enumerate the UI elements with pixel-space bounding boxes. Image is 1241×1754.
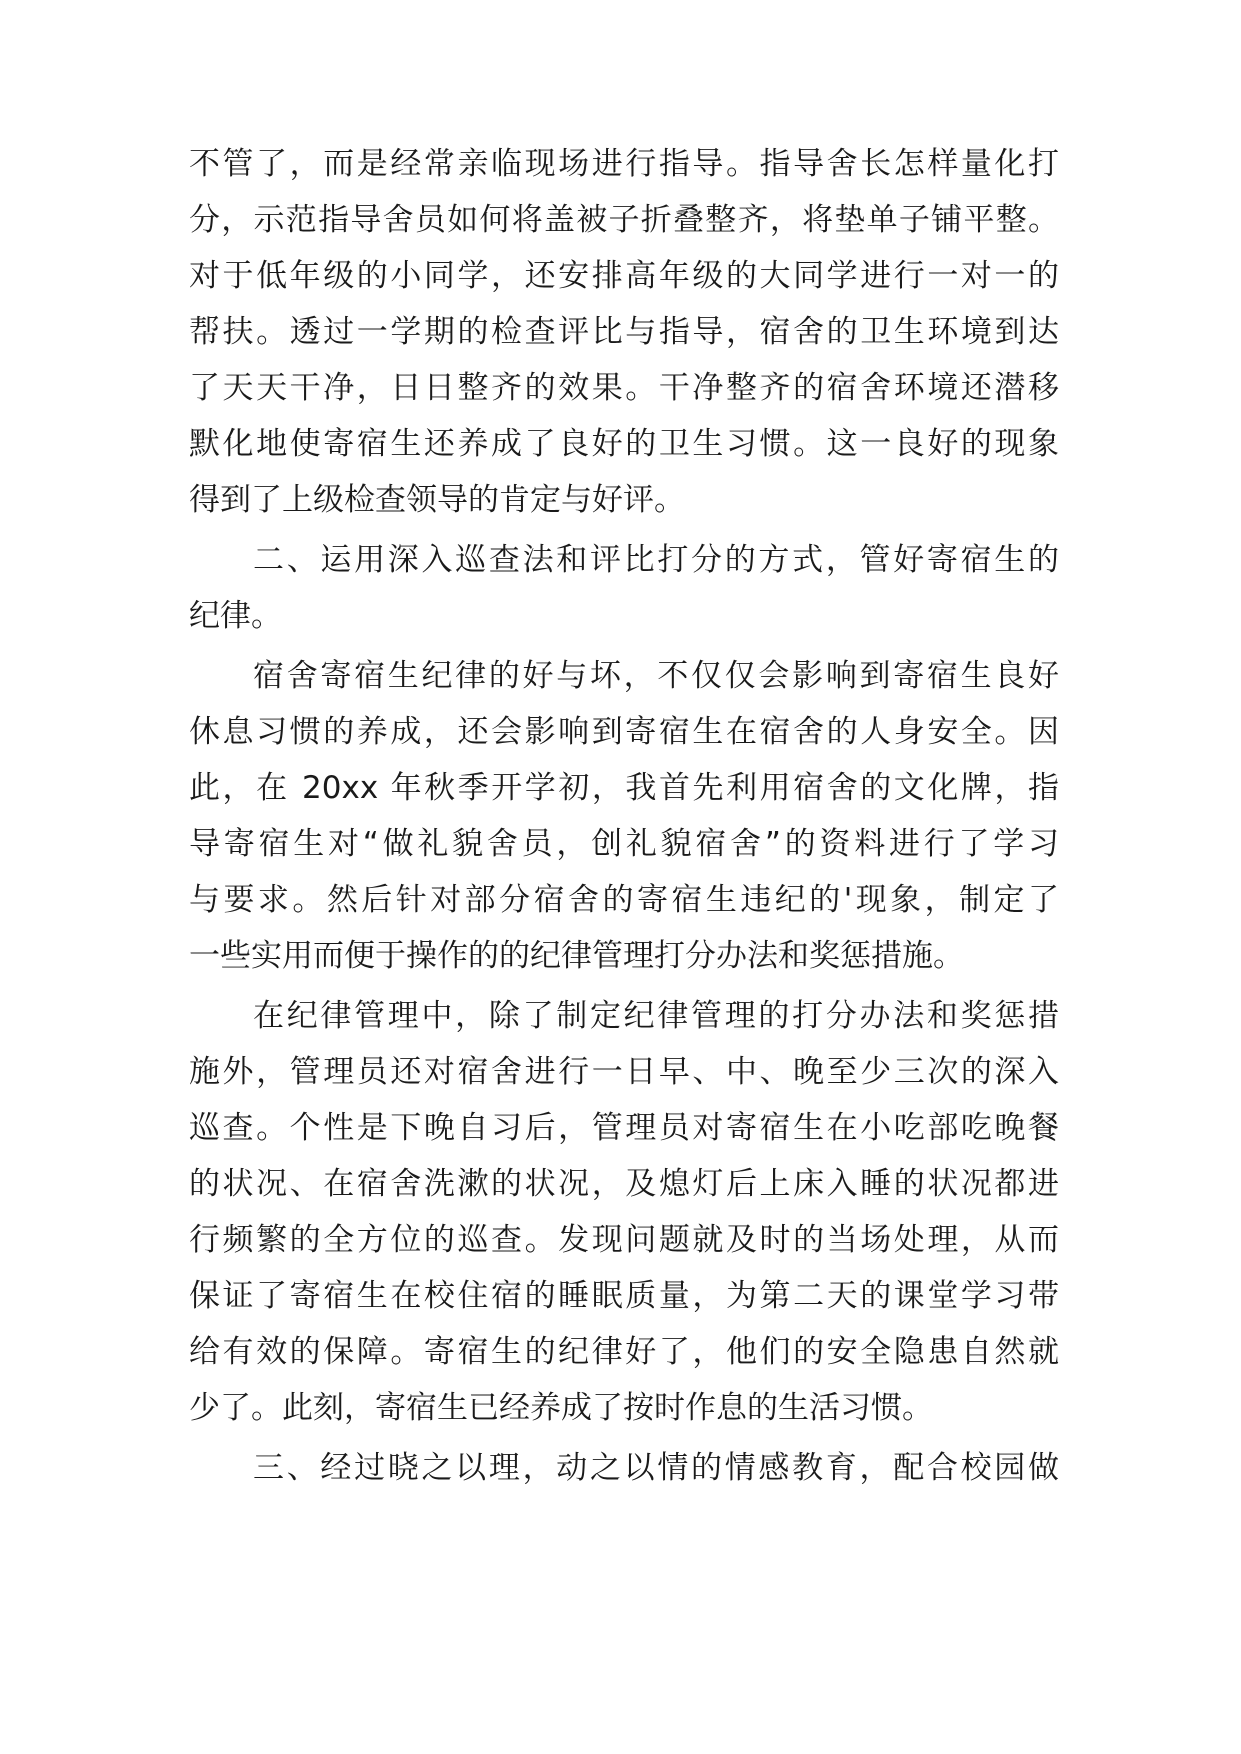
text-line: 巡查。个性是下晚自习后，管理员对寄宿生在小吃部吃晚餐	[189, 1110, 1059, 1146]
text-line: 的状况、在宿舍洗漱的状况，及熄灯后上床入睡的状况都进	[189, 1166, 1059, 1202]
text-line: 了天天干净，日日整齐的效果。干净整齐的宿舍环境还潜移	[189, 370, 1059, 406]
text-line: 帮扶。透过一学期的检查评比与指导，宿舍的卫生环境到达	[189, 314, 1059, 350]
section-heading-line: 纪律。	[189, 598, 282, 634]
text-line: 宿舍寄宿生纪律的好与坏，不仅仅会影响到寄宿生良好	[253, 658, 1059, 694]
text-line: 一些实用而便于操作的的纪律管理打分办法和奖惩措施。	[189, 938, 964, 974]
text-line: 休息习惯的养成，还会影响到寄宿生在宿舍的人身安全。因	[189, 714, 1059, 750]
text-line: 与要求。然后针对部分宿舍的寄宿生违纪的'现象，制定了	[189, 882, 1059, 918]
text-line: 保证了寄宿生在校住宿的睡眠质量，为第二天的课堂学习带	[189, 1278, 1059, 1314]
text-line: 不管了，而是经常亲临现场进行指导。指导舍长怎样量化打	[189, 146, 1059, 182]
text-line: 在纪律管理中，除了制定纪律管理的打分办法和奖惩措	[253, 998, 1059, 1034]
text-line: 导寄宿生对“做礼貌舍员，创礼貌宿舍”的资料进行了学习	[189, 826, 1059, 862]
text-line: 行频繁的全方位的巡查。发现问题就及时的当场处理，从而	[189, 1222, 1059, 1258]
text-line: 给有效的保障。寄宿生的纪律好了，他们的安全隐患自然就	[189, 1334, 1059, 1370]
text-line: 分，示范指导舍员如何将盖被子折叠整齐，将垫单子铺平整。	[189, 202, 1059, 238]
text-line: 对于低年级的小同学，还安排高年级的大同学进行一对一的	[189, 258, 1059, 294]
text-line: 此，在 20xx 年秋季开学初，我首先利用宿舍的文化牌，指	[189, 770, 1059, 806]
section-heading-line: 二、运用深入巡查法和评比打分的方式，管好寄宿生的	[253, 542, 1059, 578]
text-line: 得到了上级检查领导的肯定与好评。	[189, 482, 685, 518]
text-line: 默化地使寄宿生还养成了良好的卫生习惯。这一良好的现象	[189, 426, 1059, 462]
section-heading-line: 三、经过晓之以理，动之以情的情感教育，配合校园做	[253, 1450, 1059, 1486]
text-line: 少了。此刻，寄宿生已经养成了按时作息的生活习惯。	[189, 1390, 933, 1426]
text-line: 施外，管理员还对宿舍进行一日早、中、晚至少三次的深入	[189, 1054, 1059, 1090]
